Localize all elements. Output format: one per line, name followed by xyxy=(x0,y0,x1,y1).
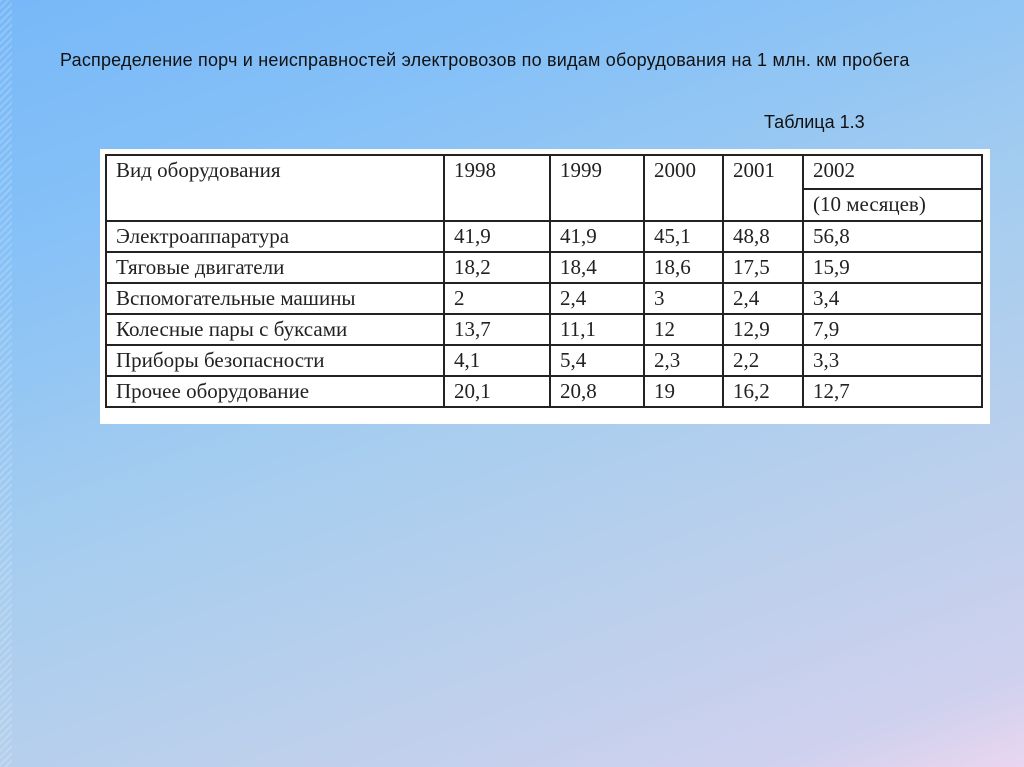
table-cell: 3,4 xyxy=(803,283,982,314)
table-cell: 2,3 xyxy=(644,345,723,376)
table-cell: 48,8 xyxy=(723,221,803,252)
crop-mark xyxy=(916,141,990,149)
row-label: Прочее оборудование xyxy=(106,376,444,407)
header-cell-2002 xyxy=(803,155,982,221)
table-cell: 20,1 xyxy=(444,376,550,407)
table-image xyxy=(100,149,990,424)
header-cell-2000: 2000 xyxy=(644,155,723,221)
table-row xyxy=(106,345,982,376)
table-cell: 12 xyxy=(644,314,723,345)
row-label: Приборы безопасности xyxy=(106,345,444,376)
table-cell: 2,4 xyxy=(723,283,803,314)
table-cell: 41,9 xyxy=(550,221,644,252)
table-cell: 2,2 xyxy=(723,345,803,376)
table-cell: 3 xyxy=(644,283,723,314)
table-cell: 13,7 xyxy=(444,314,550,345)
table-cell: 2 xyxy=(444,283,550,314)
table-row xyxy=(106,252,982,283)
slide-caption: Распределение порч и неисправностей электровозов по видам оборудования на 1 млн. км пробега xyxy=(60,50,910,70)
table-cell: 18,2 xyxy=(444,252,550,283)
table-cell: 19 xyxy=(644,376,723,407)
equipment-failure-table xyxy=(105,154,983,408)
header-cell-1998: 1998 xyxy=(444,155,550,221)
table-cell: 20,8 xyxy=(550,376,644,407)
table-cell: 4,1 xyxy=(444,345,550,376)
table-cell: 16,2 xyxy=(723,376,803,407)
table-cell: 3,3 xyxy=(803,345,982,376)
header-2002-note: (10 месяцев) xyxy=(804,188,981,219)
table-cell: 17,5 xyxy=(723,252,803,283)
row-label: Тяговые двигатели xyxy=(106,252,444,283)
header-2002-label: 2002 xyxy=(813,158,855,182)
table-cell: 12,9 xyxy=(723,314,803,345)
table-row xyxy=(106,376,982,407)
header-cell-equipment: Вид оборудования xyxy=(106,155,444,221)
row-label: Электроаппаратура xyxy=(106,221,444,252)
table-row xyxy=(106,314,982,345)
table-header-row xyxy=(106,155,982,221)
table-cell: 12,7 xyxy=(803,376,982,407)
decorative-stripe xyxy=(0,0,12,767)
table-number: Таблица 1.3 xyxy=(764,112,865,132)
table-cell: 5,4 xyxy=(550,345,644,376)
table-cell: 18,6 xyxy=(644,252,723,283)
table-cell: 41,9 xyxy=(444,221,550,252)
row-label: Колесные пары с буксами xyxy=(106,314,444,345)
table-cell: 18,4 xyxy=(550,252,644,283)
table-cell: 11,1 xyxy=(550,314,644,345)
table-row xyxy=(106,221,982,252)
table-cell: 56,8 xyxy=(803,221,982,252)
table-row xyxy=(106,283,982,314)
table-cell: 7,9 xyxy=(803,314,982,345)
table-cell: 15,9 xyxy=(803,252,982,283)
header-cell-2001: 2001 xyxy=(723,155,803,221)
row-label: Вспомогательные машины xyxy=(106,283,444,314)
table-cell: 2,4 xyxy=(550,283,644,314)
header-cell-1999: 1999 xyxy=(550,155,644,221)
table-cell: 45,1 xyxy=(644,221,723,252)
